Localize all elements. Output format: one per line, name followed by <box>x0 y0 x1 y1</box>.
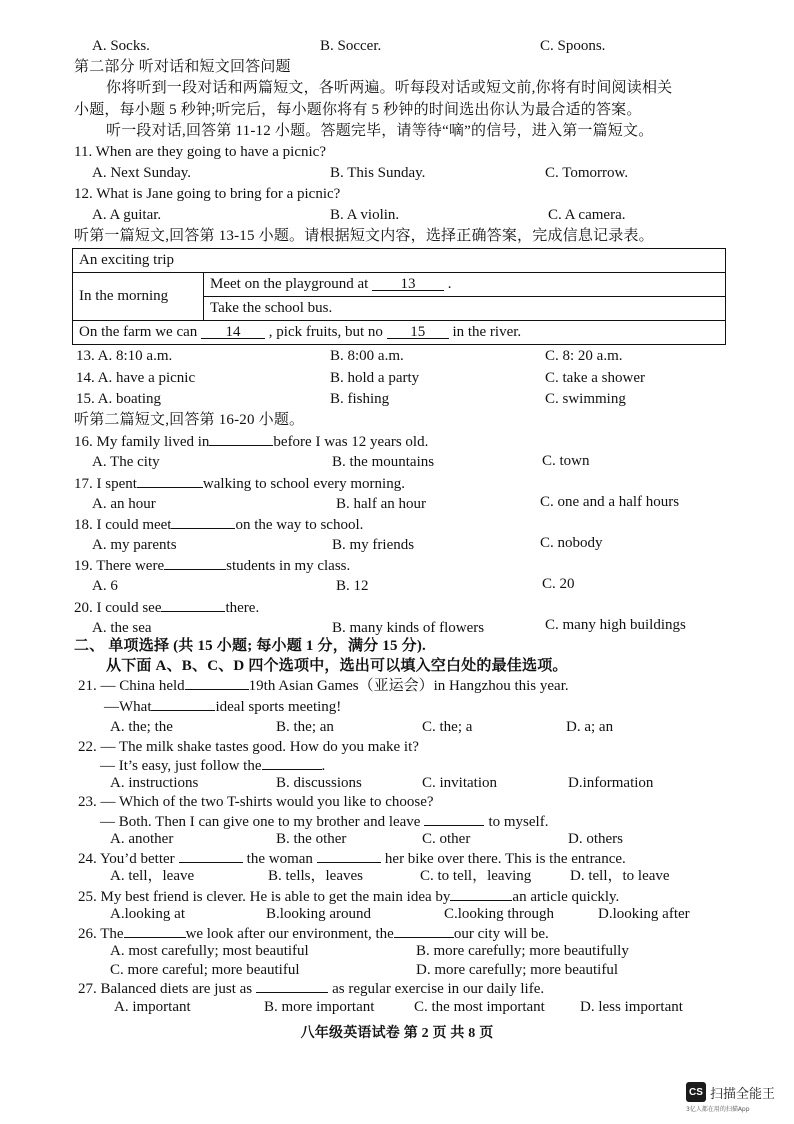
q16-stem-pre: 16. My family lived in <box>74 434 210 450</box>
q26-post: our city will be. <box>453 926 549 942</box>
q20-option-c: C. many high buildings <box>545 617 686 633</box>
q20-option-b: B. many kinds of flowers <box>332 620 485 636</box>
scanner-watermark <box>686 1082 775 1102</box>
table-meet-text: Meet on the playground at <box>210 276 369 292</box>
q19-option-b: B. 12 <box>336 578 369 594</box>
q19-option-a: A. 6 <box>92 578 118 594</box>
q26-option-a: A. most carefully; most beautiful <box>110 943 309 959</box>
q12-option-b: B. A violin. <box>330 207 400 223</box>
q16-blank <box>209 431 273 446</box>
q27-option-a: A. important <box>114 999 191 1015</box>
q18-stem <box>74 514 363 535</box>
q24-option-a: A. tell，leave <box>110 868 195 884</box>
q16-stem <box>74 431 428 452</box>
q19-option-c: C. 20 <box>542 576 575 592</box>
q11-option-c: C. Tomorrow. <box>545 165 629 181</box>
q11-option-b: B. This Sunday. <box>330 165 426 181</box>
q27-pre: 27. Balanced diets are just as <box>78 981 253 997</box>
farm-text-2: , pick fruits, but no <box>268 324 383 340</box>
q14-option-b: B. hold a party <box>330 370 420 386</box>
part2-intro-2: 小题，每小题 5 秒钟;听完后，每小题你将有 5 秒钟的时间选出你认为最合适的答案。 <box>74 102 642 118</box>
q21-l1-post: 19th Asian Games（亚运会）in Hangzhou this year. <box>248 678 569 694</box>
q17-blank <box>137 473 203 488</box>
q23-l2-pre: — Both. Then I can give one to my brother and leave <box>100 814 421 830</box>
q16-option-a: A. The city <box>92 454 160 470</box>
q20-stem <box>74 597 259 618</box>
q15-option-a: 15. A. boating <box>76 391 161 407</box>
q19-blank <box>164 555 226 570</box>
q19-stem-pre: 19. There were <box>74 558 165 574</box>
table-title: An exciting trip <box>73 249 726 273</box>
q27-option-d: D. less important <box>580 999 683 1015</box>
q26-mid: we look after our environment, the <box>185 926 394 942</box>
blank-13: 13 <box>372 276 444 291</box>
q18-option-b: B. my friends <box>332 537 415 553</box>
q25-option-c: C.looking through <box>444 906 555 922</box>
q25-post: an article quickly. <box>512 889 620 905</box>
q12-option-c: C. A camera. <box>548 207 626 223</box>
q25-option-b: B.looking around <box>266 906 371 922</box>
q26-option-b: B. more carefully; more beautifully <box>416 943 629 959</box>
q20-blank <box>161 597 225 612</box>
q19-stem <box>74 555 350 576</box>
q26-option-d: D. more carefully; more beautiful <box>416 962 619 978</box>
q22-l2-post: . <box>321 758 326 774</box>
q27-option-c: C. the most important <box>414 999 545 1015</box>
q17-stem <box>74 473 405 494</box>
q11-option-a: A. Next Sunday. <box>92 165 192 181</box>
q23-l2-post: to myself. <box>488 814 549 830</box>
q22-blank <box>262 755 322 770</box>
table-row-farm <box>73 321 726 345</box>
blank-14: 14 <box>201 324 265 339</box>
q22-option-b: B. discussions <box>276 775 362 791</box>
q23-option-b: B. the other <box>276 831 347 847</box>
q23-option-a: A. another <box>110 831 174 847</box>
scanner-name: 扫描全能王 <box>710 1086 776 1102</box>
part2-intro-1: 你将听到一段对话和两篇短文，各听两遍。听每段对话或短文前,你将有时间阅读相关 <box>106 80 673 96</box>
part2-intro-3: 听一段对话,回答第 11-12 小题。答题完毕，请等待“嘀”的信号，进入第一篇短文。 <box>106 123 654 139</box>
q21-blank-1 <box>185 675 249 690</box>
q17-stem-pre: 17. I spent <box>74 476 137 492</box>
q22-option-d: D.information <box>568 775 654 791</box>
q13-option-c: C. 8: 20 a.m. <box>545 348 623 364</box>
q17-option-c: C. one and a half hours <box>540 494 680 510</box>
camscanner-logo-icon: CS <box>686 1082 706 1102</box>
q15-option-c: C. swimming <box>545 391 626 407</box>
q21-line-1 <box>78 675 569 696</box>
farm-text-3: in the river. <box>452 324 522 340</box>
q24-blank-2 <box>317 848 381 863</box>
q20-stem-pre: 20. I could see <box>74 600 162 616</box>
table-meet-end: . <box>447 276 452 292</box>
q24-pre: 24. You’d better <box>78 851 175 867</box>
passage1-intro: 听第一篇短文,回答第 13-15 小题。请根据短文内容，选择正确答案，完成信息记录表。 <box>74 228 654 244</box>
q18-stem-pre: 18. I could meet <box>74 517 172 533</box>
part2-title: 第二部分 听对话和短文回答问题 <box>74 59 291 75</box>
table-morning-label: In the morning <box>73 273 204 321</box>
q24-blank-1 <box>179 848 243 863</box>
q13-option-b: B. 8:00 a.m. <box>330 348 404 364</box>
q21-l2-post: ideal sports meeting! <box>215 699 342 715</box>
q25-option-a: A.looking at <box>110 906 185 922</box>
q21-option-c: C. the; a <box>422 719 473 735</box>
q21-l1-pre: 21. — China held <box>78 678 185 694</box>
q24-mid: the woman <box>246 851 313 867</box>
q10-option-a: A. Socks. <box>92 38 150 54</box>
q21-blank-2 <box>151 696 215 711</box>
q16-stem-post: before I was 12 years old. <box>273 434 429 450</box>
q13-option-a: 13. A. 8:10 a.m. <box>76 348 173 364</box>
q21-line-2 <box>104 696 341 717</box>
q14-option-a: 14. A. have a picnic <box>76 370 196 386</box>
q17-stem-post: walking to school every morning. <box>202 476 405 492</box>
q24-option-c: C. to tell，leaving <box>420 868 532 884</box>
q16-option-c: C. town <box>542 453 590 469</box>
farm-text-1: On the farm we can <box>79 324 198 340</box>
blank-15: 15 <box>387 324 449 339</box>
q15-option-b: B. fishing <box>330 391 390 407</box>
q21-option-d: D. a; an <box>566 719 614 735</box>
q12-stem: 12. What is Jane going to bring for a picnic? <box>74 186 341 202</box>
q24-option-b: B. tells，leaves <box>268 868 363 884</box>
q18-stem-post: on the way to school. <box>235 517 364 533</box>
q27-post: as regular exercise in our daily life. <box>332 981 545 997</box>
q26-option-c: C. more careful; more beautiful <box>110 962 300 978</box>
q26-blank-2 <box>394 923 454 938</box>
passage2-intro: 听第二篇短文,回答第 16-20 小题。 <box>74 412 305 428</box>
info-record-table <box>72 248 726 345</box>
q26-blank-1 <box>124 923 186 938</box>
q21-l2-pre: —What <box>104 699 152 715</box>
q16-option-b: B. the mountains <box>332 454 435 470</box>
q18-blank <box>171 514 235 529</box>
q23-option-d: D. others <box>568 831 623 847</box>
q14-option-c: C. take a shower <box>545 370 645 386</box>
q26-pre: 26. The <box>78 926 124 942</box>
page-footer: 八年级英语试卷 第 2 页 共 8 页 <box>300 1026 494 1041</box>
q27-option-b: B. more important <box>264 999 375 1015</box>
q20-stem-post: there. <box>225 600 260 616</box>
q25-blank <box>450 886 512 901</box>
q23-line-1: 23. — Which of the two T-shirts would you like to choose? <box>78 794 434 810</box>
table-row-meet <box>204 273 726 297</box>
q27-blank <box>256 978 328 993</box>
q24-option-d: D. tell，to leave <box>570 868 670 884</box>
q10-option-c: C. Spoons. <box>540 38 606 54</box>
q23-option-c: C. other <box>422 831 471 847</box>
q27-stem <box>78 978 544 999</box>
q19-stem-post: students in my class. <box>226 558 351 574</box>
section2-title: 二、 单项选择 (共 15 小题; 每小题 1 分，满分 15 分). <box>74 638 426 654</box>
q21-option-b: B. the; an <box>276 719 334 735</box>
q21-option-a: A. the; the <box>110 719 173 735</box>
q25-pre: 25. My best friend is clever. He is able to get the main idea by <box>78 889 451 905</box>
section2-instruction: 从下面 A、B、C、D 四个选项中，选出可以填入空白处的最佳选项。 <box>106 658 568 674</box>
q24-post: her bike over there. This is the entrance. <box>384 851 626 867</box>
q22-option-a: A. instructions <box>110 775 199 791</box>
q20-option-a: A. the sea <box>92 620 152 636</box>
q22-option-c: C. invitation <box>422 775 497 791</box>
q18-option-a: A. my parents <box>92 537 177 553</box>
table-row-bus: Take the school bus. <box>204 297 726 321</box>
q18-option-c: C. nobody <box>540 535 603 551</box>
scanner-tagline: 3亿人都在用的扫描App <box>686 1106 750 1113</box>
q10-option-b: B. Soccer. <box>320 38 382 54</box>
q22-l2-pre: — It’s easy, just follow the <box>100 758 262 774</box>
q25-option-d: D.looking after <box>598 906 690 922</box>
q17-option-b: B. half an hour <box>336 496 426 512</box>
q23-blank <box>424 811 484 826</box>
q12-option-a: A. A guitar. <box>92 207 162 223</box>
q11-stem: 11. When are they going to have a picnic? <box>74 144 326 160</box>
q22-line-1: 22. — The milk shake tastes good. How do you make it? <box>78 739 419 755</box>
q17-option-a: A. an hour <box>92 496 156 512</box>
